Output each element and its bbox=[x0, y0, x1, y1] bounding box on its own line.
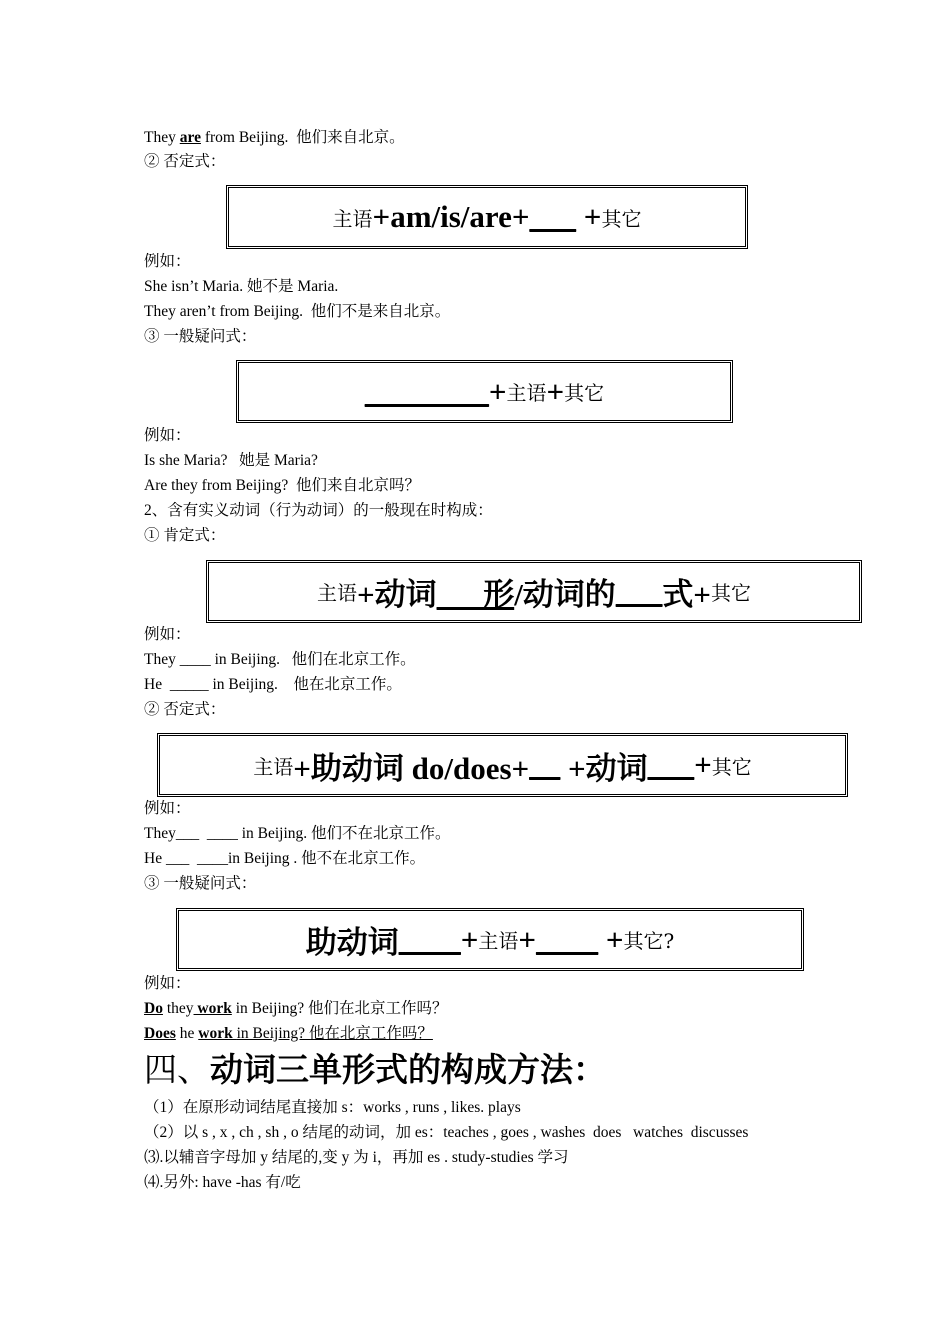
section-title: 2、含有实义动词（行为动词）的一般现在时构成： bbox=[144, 502, 493, 519]
formula-other: 其它 bbox=[601, 206, 642, 231]
formula-box-be-negative bbox=[226, 185, 748, 249]
formula-part: 式+ bbox=[662, 577, 711, 612]
formula-part: + bbox=[488, 373, 507, 409]
text: from Beijing. 他们来自北京。 bbox=[200, 129, 405, 146]
example-sentence: Are they from Beijing? 他们来自北京吗？ bbox=[144, 477, 420, 494]
formula-blank: ____ bbox=[536, 921, 599, 957]
example-does-question bbox=[144, 1024, 433, 1044]
label-question: ③ 一般疑问式： bbox=[144, 328, 257, 345]
formula-blank: ___ bbox=[647, 747, 695, 782]
example-sentence: They ____ in Beijing. 他们在北京工作。 bbox=[144, 651, 416, 668]
rule-item: （2）以 s , x , ch , sh , o 结尾的动词，加 es：teaches , goes , washes does watches discusses bbox=[144, 1124, 749, 1141]
example-sentence: Is she Maria? 她是 Maria? bbox=[144, 452, 318, 469]
label-example: 例如： bbox=[144, 800, 191, 817]
example-do-question bbox=[144, 999, 448, 1019]
rule-item: ⑷.另外: have -has 有/吃 bbox=[144, 1174, 301, 1191]
formula-box-be-question bbox=[236, 360, 733, 423]
rule-item: （1）在原形动词结尾直接加 s：works , runs , likes. plays bbox=[144, 1099, 521, 1116]
label-affirmative: ① 肯定式： bbox=[144, 527, 226, 544]
section-heading bbox=[144, 1050, 606, 1092]
heading-number: 四、 bbox=[144, 1053, 210, 1089]
formula-other: 其它 bbox=[564, 381, 605, 405]
formula-blank: ___ bbox=[529, 199, 577, 234]
formula-blank: ____ bbox=[398, 921, 461, 957]
label-example: 例如： bbox=[144, 427, 191, 444]
formula-part: + bbox=[598, 921, 624, 957]
formula-other: 其它 bbox=[711, 754, 752, 779]
formula-box-verb-question bbox=[176, 908, 804, 971]
text-work: work bbox=[198, 1025, 237, 1042]
formula-subject: 主语 bbox=[478, 929, 519, 953]
formula-part: +动词 bbox=[357, 577, 437, 612]
formula-part: +助动词 do/does+ bbox=[293, 750, 530, 786]
formula-part: + bbox=[576, 199, 602, 234]
example-they-are bbox=[144, 128, 405, 148]
formula-part: 助动词 bbox=[305, 925, 399, 960]
formula-other: 其它? bbox=[623, 929, 675, 953]
text: in Beijing? 他在北京工作吗？ bbox=[236, 1025, 433, 1042]
label-example: 例如： bbox=[144, 975, 191, 992]
formula-part: +am/is/are+ bbox=[372, 199, 530, 234]
text-work: work bbox=[193, 1000, 232, 1017]
text-does: Does bbox=[144, 1025, 176, 1042]
example-sentence: They aren’t from Beijing. 他们不是来自北京。 bbox=[144, 303, 451, 320]
formula-part: +动词 bbox=[560, 750, 648, 786]
formula-subject: 主语 bbox=[506, 381, 547, 405]
text-do: Do bbox=[144, 1000, 163, 1017]
formula-part: + bbox=[694, 747, 712, 782]
formula-blank: ___形 bbox=[436, 577, 515, 612]
formula-blank: __ bbox=[529, 747, 561, 782]
formula-box-verb-negative bbox=[157, 733, 848, 797]
label-example: 例如： bbox=[144, 253, 191, 270]
rule-item: ⑶.以辅音字母加 y 结尾的,变 y 为 i，再加 es . study-studies 学习 bbox=[144, 1149, 569, 1166]
label-negative: ② 否定式： bbox=[144, 701, 226, 718]
formula-box-verb-affirmative bbox=[206, 560, 862, 623]
text-are: are bbox=[179, 129, 201, 146]
formula-part: + bbox=[518, 921, 537, 957]
formula-blank: ________ bbox=[364, 373, 489, 409]
text: they bbox=[162, 1000, 194, 1017]
label-negative: ② 否定式： bbox=[144, 153, 226, 170]
example-sentence: He _____ in Beijing. 他在北京工作。 bbox=[144, 676, 402, 693]
formula-subject: 主语 bbox=[253, 754, 294, 779]
text: in Beijing? 他们在北京工作吗？ bbox=[231, 1000, 448, 1017]
formula-subject: 主语 bbox=[332, 206, 373, 231]
heading-text: 动词三单形式的构成方法： bbox=[210, 1053, 606, 1089]
formula-blank: ___ bbox=[615, 573, 663, 609]
label-example: 例如： bbox=[144, 626, 191, 643]
formula-part: + bbox=[460, 921, 479, 957]
formula-other: 其它 bbox=[710, 581, 751, 605]
example-sentence: He ___ ____in Beijing . 他不在北京工作。 bbox=[144, 850, 426, 867]
formula-subject: 主语 bbox=[317, 581, 358, 605]
text: They bbox=[144, 129, 180, 146]
formula-part: /动词的 bbox=[514, 577, 616, 612]
example-sentence: They___ ____ in Beijing. 他们不在北京工作。 bbox=[144, 825, 451, 842]
example-sentence: She isn’t Maria. 她不是 Maria. bbox=[144, 278, 339, 295]
label-question: ③ 一般疑问式： bbox=[144, 875, 257, 892]
text: he bbox=[175, 1025, 199, 1042]
formula-part: + bbox=[546, 373, 565, 409]
